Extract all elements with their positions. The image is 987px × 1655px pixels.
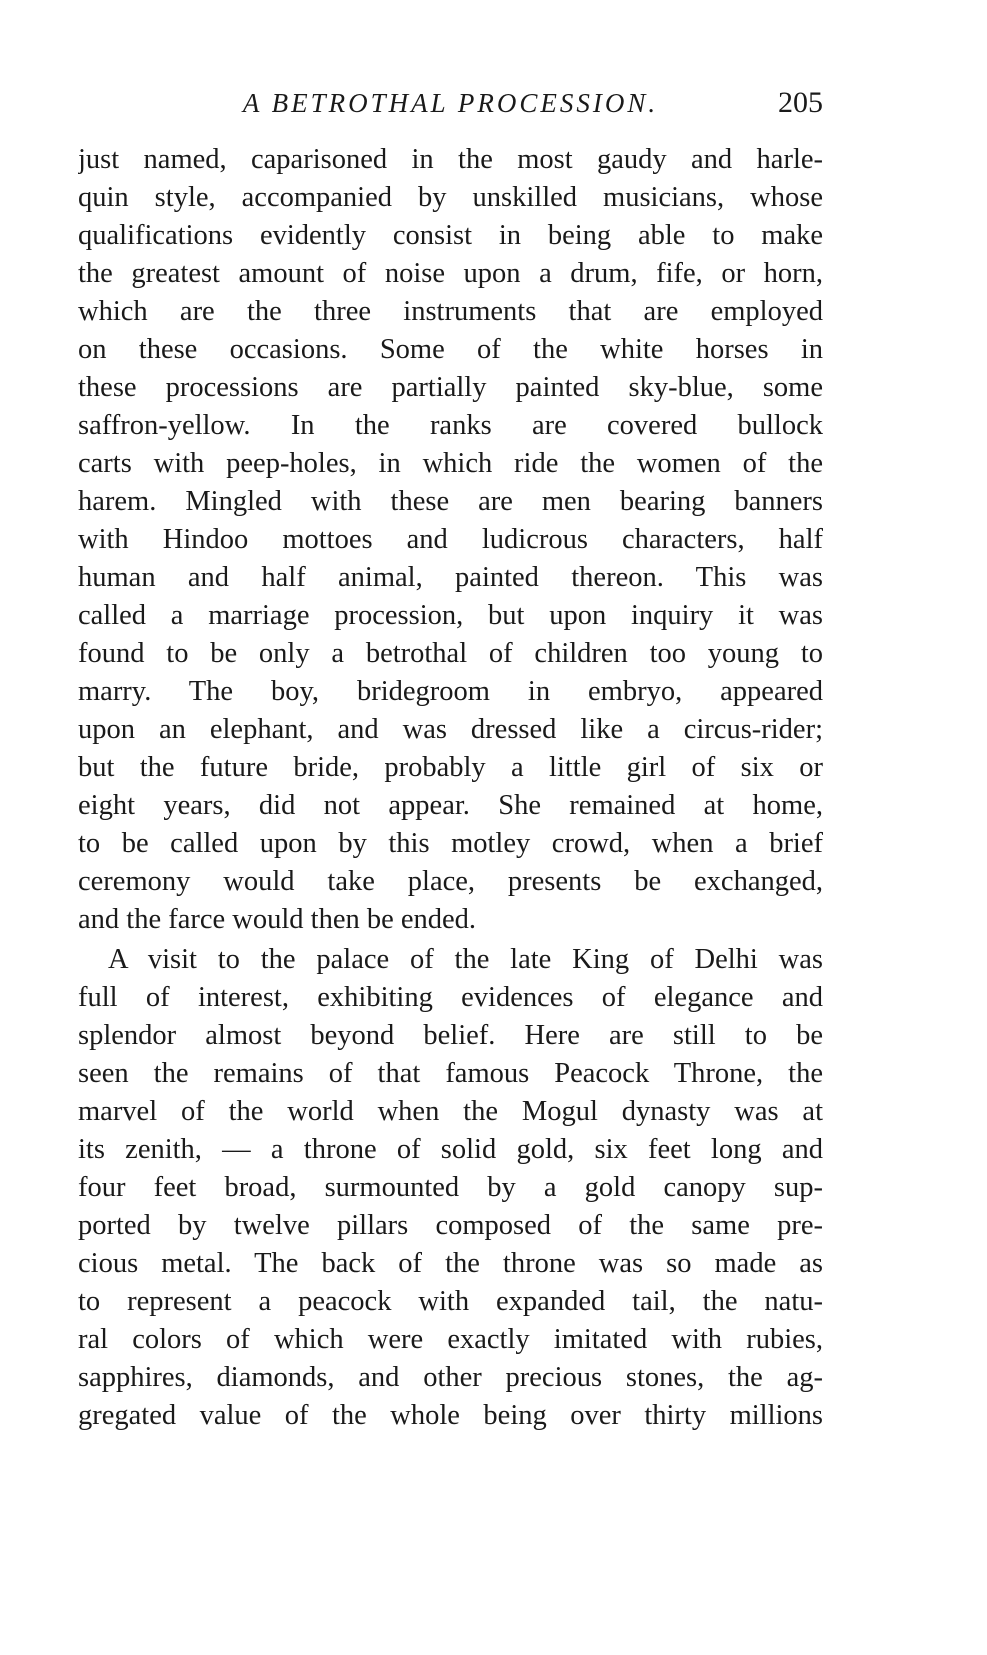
text-line: upon an elephant, and was dressed like a circus-rider; [78,714,823,745]
text-line: human and half animal, painted thereon. This was [78,562,823,593]
text-line: which are the three instruments that are employed [78,296,823,327]
text-line: cious metal. The back of the throne was so made as [78,1248,823,1279]
text-line: called a marriage procession, but upon inquiry it was [78,600,823,631]
text-line: A visit to the palace of the late King of Delhi was [108,944,823,975]
text-line: these processions are partially painted sky-blue, some [78,372,823,403]
text-line: carts with peep-holes, in which ride the women of the [78,448,823,479]
text-line: just named, caparisoned in the most gaudy and harle- [78,144,823,175]
text-line: to be called upon by this motley crowd, when a brief [78,828,823,859]
text-line: full of interest, exhibiting evidences of elegance and [78,982,823,1013]
text-line: eight years, did not appear. She remained at home, [78,790,823,821]
text-line: marvel of the world when the Mogul dynasty was at [78,1096,823,1127]
text-line: seen the remains of that famous Peacock Throne, the [78,1058,823,1089]
text-line: gregated value of the whole being over thirty millions [78,1400,823,1431]
text-line: ceremony would take place, presents be exchanged, [78,866,823,897]
running-head [78,85,823,121]
text-line: on these occasions. Some of the white horses in [78,334,823,365]
text-line: quin style, accompanied by unskilled musicians, whose [78,182,823,213]
text-line: found to be only a betrothal of children too young to [78,638,823,669]
text-line: sapphires, diamonds, and other precious stones, the ag- [78,1362,823,1393]
text-line: qualifications evidently consist in being able to make [78,220,823,251]
paragraph-2 [78,941,823,1435]
text-line: but the future bride, probably a little girl of six or [78,752,823,783]
text-line: harem. Mingled with these are men bearing banners [78,486,823,517]
paragraph-1 [78,141,823,939]
text-line: ported by twelve pillars composed of the same pre- [78,1210,823,1241]
text-line: marry. The boy, bridegroom in embryo, appeared [78,676,823,707]
text-line: four feet broad, surmounted by a gold canopy sup- [78,1172,823,1203]
body-text [78,141,823,1435]
text-line: ral colors of which were exactly imitated with rubies, [78,1324,823,1355]
text-line: splendor almost beyond belief. Here are still to be [78,1020,823,1051]
page-number: 205 [778,86,823,119]
text-line: to represent a peacock with expanded tail, the natu- [78,1286,823,1317]
text-line: its zenith, — a throne of solid gold, six feet long and [78,1134,823,1165]
text-line: and the farce would then be ended. [78,904,477,935]
running-title: A BETROTHAL PROCESSION. [242,88,659,118]
text-line: the greatest amount of noise upon a drum, fife, or horn, [78,258,823,289]
text-line: with Hindoo mottoes and ludicrous characters, half [78,524,823,555]
text-line: saffron-yellow. In the ranks are covered bullock [78,410,823,441]
